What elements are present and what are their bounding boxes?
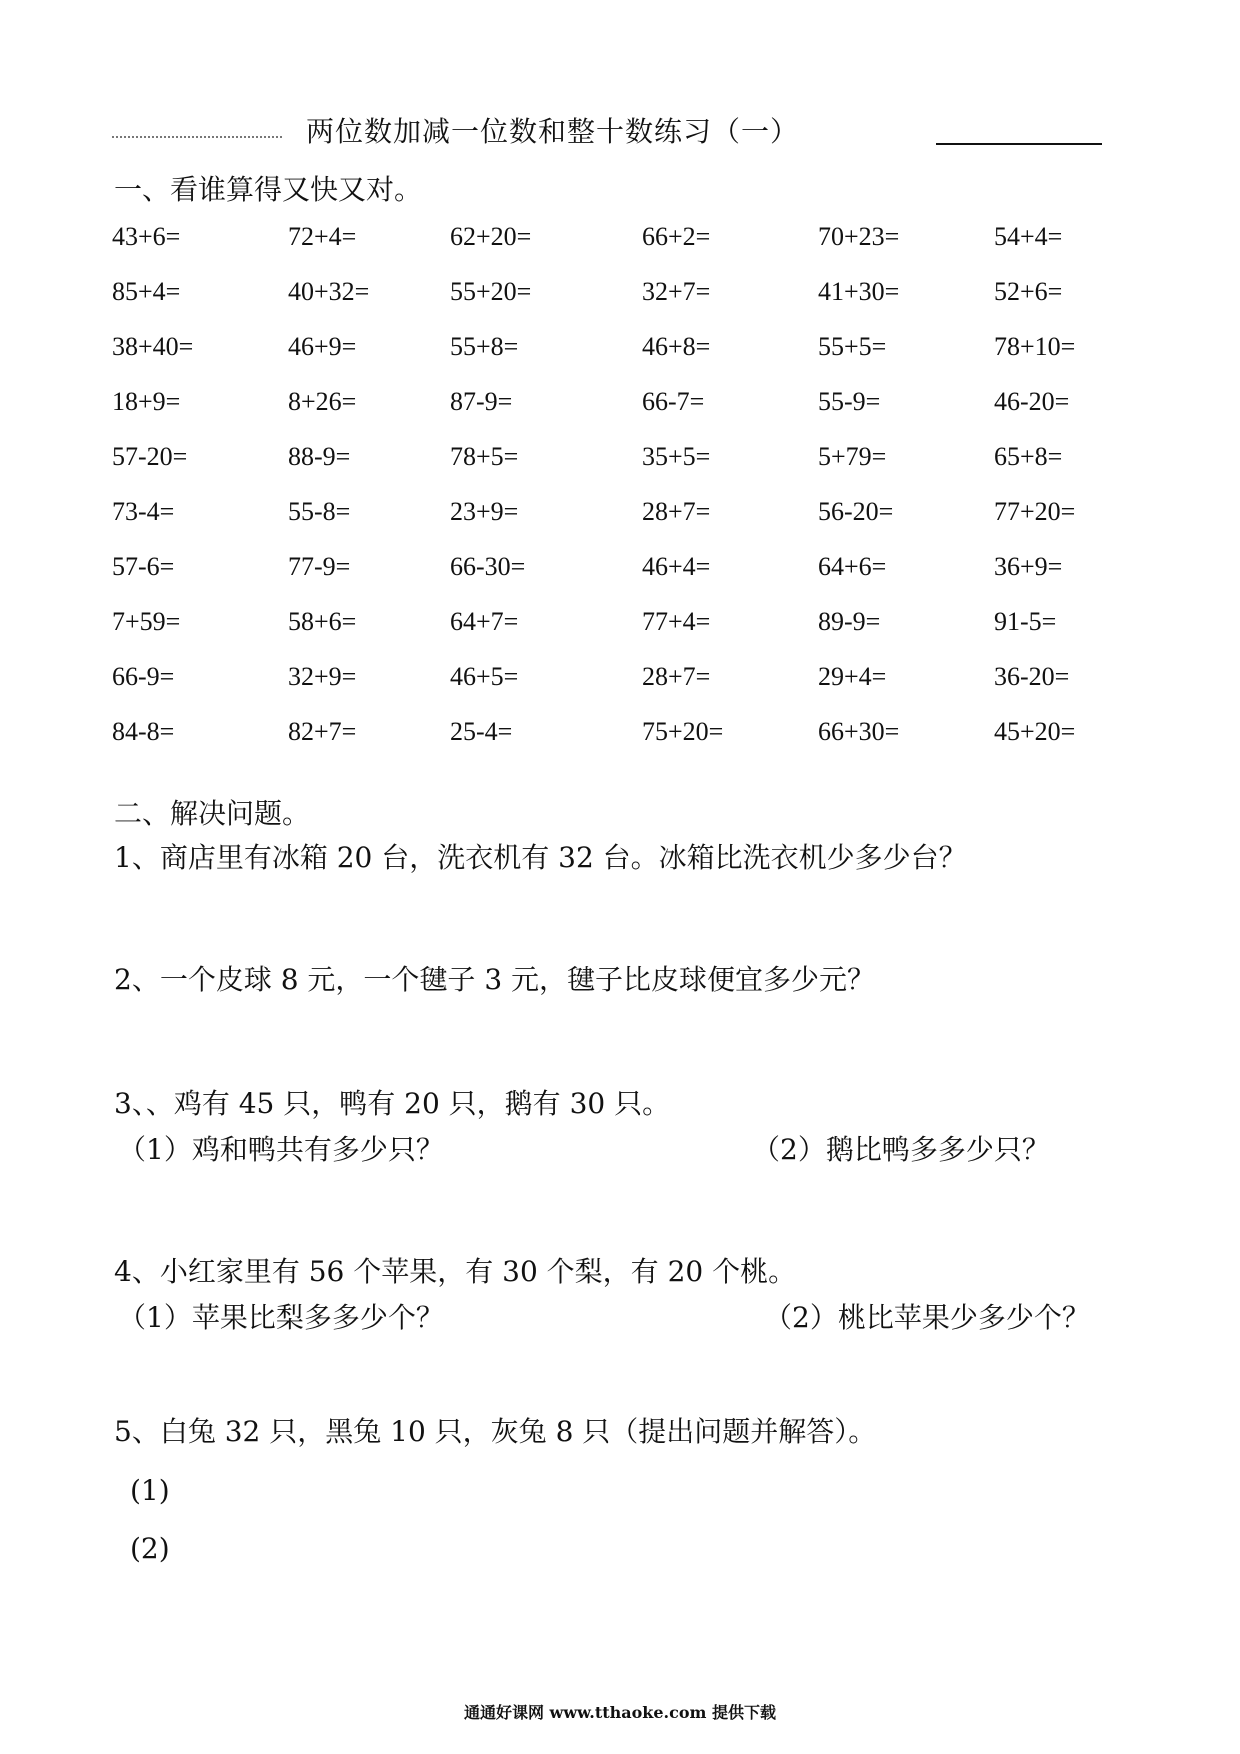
section-1-heading: 一、看谁算得又快又对。 xyxy=(114,173,423,206)
problem-3-question-2: （2）鹅比鸭多多少只？ xyxy=(752,1133,1050,1166)
footer-text: 通通好课网 www.tthaoke.com 提供下载 xyxy=(463,1703,777,1722)
calc-item: 18+9= xyxy=(112,387,181,416)
name-blank-line xyxy=(936,143,1102,145)
calc-item: 25-4= xyxy=(450,717,513,746)
calc-item: 58+6= xyxy=(288,607,357,636)
problem-3: 3、、鸡有 45 只，鸭有 20 只，鹅有 30 只。 xyxy=(114,1087,671,1120)
calc-item: 88-9= xyxy=(288,442,351,471)
calc-item: 85+4= xyxy=(112,277,181,306)
section-2-heading: 二、解决问题。 xyxy=(114,797,311,830)
calc-item: 66+30= xyxy=(818,717,900,746)
calc-item: 23+9= xyxy=(450,497,519,526)
calc-item: 70+23= xyxy=(818,222,900,251)
calc-item: 46+9= xyxy=(288,332,357,361)
dotted-line xyxy=(112,128,282,138)
calc-item: 87-9= xyxy=(450,387,513,416)
calc-row xyxy=(112,497,1112,552)
calc-item: 40+32= xyxy=(288,277,370,306)
calc-row xyxy=(112,442,1112,497)
calc-item: 55-9= xyxy=(818,387,881,416)
calc-row xyxy=(112,277,1112,332)
calc-item: 55+20= xyxy=(450,277,532,306)
problem-3-question-1: （1）鸡和鸭共有多少只？ xyxy=(118,1133,444,1166)
calc-item: 46+4= xyxy=(642,552,711,581)
calc-item: 54+4= xyxy=(994,222,1063,251)
calc-item: 78+10= xyxy=(994,332,1076,361)
problem-4-question-2: （2）桃比苹果少多少个？ xyxy=(764,1301,1090,1334)
calc-item: 77-9= xyxy=(288,552,351,581)
calc-item: 43+6= xyxy=(112,222,181,251)
calc-item: 66-9= xyxy=(112,662,175,691)
calc-item: 82+7= xyxy=(288,717,357,746)
calc-item: 55+5= xyxy=(818,332,887,361)
calc-row xyxy=(112,607,1112,662)
calc-item: 7+59= xyxy=(112,607,181,636)
calc-item: 73-4= xyxy=(112,497,175,526)
problem-5-answer-1: (1) xyxy=(130,1474,170,1507)
calc-item: 77+20= xyxy=(994,497,1076,526)
calc-item: 57-6= xyxy=(112,552,175,581)
calc-item: 84-8= xyxy=(112,717,175,746)
calc-item: 52+6= xyxy=(994,277,1063,306)
calculation-grid xyxy=(112,222,1112,772)
calc-item: 89-9= xyxy=(818,607,881,636)
calc-item: 72+4= xyxy=(288,222,357,251)
calc-item: 77+4= xyxy=(642,607,711,636)
calc-item: 28+7= xyxy=(642,497,711,526)
problem-4-question-1: （1）苹果比梨多多少个？ xyxy=(118,1301,444,1334)
calc-item: 32+9= xyxy=(288,662,357,691)
calc-row xyxy=(112,222,1112,277)
calc-row xyxy=(112,717,1112,772)
calc-item: 66-30= xyxy=(450,552,526,581)
calc-item: 66-7= xyxy=(642,387,705,416)
calc-item: 28+7= xyxy=(642,662,711,691)
problem-5: 5、白兔 32 只，黑兔 10 只，灰兔 8 只（提出问题并解答）。 xyxy=(114,1415,877,1448)
calc-item: 64+6= xyxy=(818,552,887,581)
problem-5-answer-2: (2) xyxy=(130,1532,170,1565)
calc-item: 46+8= xyxy=(642,332,711,361)
calc-item: 38+40= xyxy=(112,332,194,361)
calc-item: 64+7= xyxy=(450,607,519,636)
problem-1: 1、商店里有冰箱 20 台，洗衣机有 32 台。冰箱比洗衣机少多少台？ xyxy=(114,841,967,874)
calc-item: 55+8= xyxy=(450,332,519,361)
calc-item: 8+26= xyxy=(288,387,357,416)
problem-2: 2、一个皮球 8 元，一个毽子 3 元，毽子比皮球便宜多少元？ xyxy=(114,963,876,996)
calc-item: 29+4= xyxy=(818,662,887,691)
calc-item: 75+20= xyxy=(642,717,724,746)
calc-row xyxy=(112,387,1112,442)
problem-4: 4、小红家里有 56 个苹果，有 30 个梨，有 20 个桃。 xyxy=(114,1255,797,1288)
calc-item: 66+2= xyxy=(642,222,711,251)
calc-item: 78+5= xyxy=(450,442,519,471)
calc-item: 36-20= xyxy=(994,662,1070,691)
calc-item: 41+30= xyxy=(818,277,900,306)
calc-row xyxy=(112,662,1112,717)
calc-item: 56-20= xyxy=(818,497,894,526)
calc-item: 45+20= xyxy=(994,717,1076,746)
calc-item: 5+79= xyxy=(818,442,887,471)
calc-item: 91-5= xyxy=(994,607,1057,636)
calc-item: 32+7= xyxy=(642,277,711,306)
calc-row xyxy=(112,552,1112,607)
calc-item: 57-20= xyxy=(112,442,188,471)
calc-item: 55-8= xyxy=(288,497,351,526)
calc-item: 46+5= xyxy=(450,662,519,691)
calc-item: 46-20= xyxy=(994,387,1070,416)
page-title: 两位数加减一位数和整十数练习（一） xyxy=(306,115,800,148)
calc-item: 62+20= xyxy=(450,222,532,251)
calc-item: 36+9= xyxy=(994,552,1063,581)
calc-item: 65+8= xyxy=(994,442,1063,471)
calc-row xyxy=(112,332,1112,387)
calc-item: 35+5= xyxy=(642,442,711,471)
